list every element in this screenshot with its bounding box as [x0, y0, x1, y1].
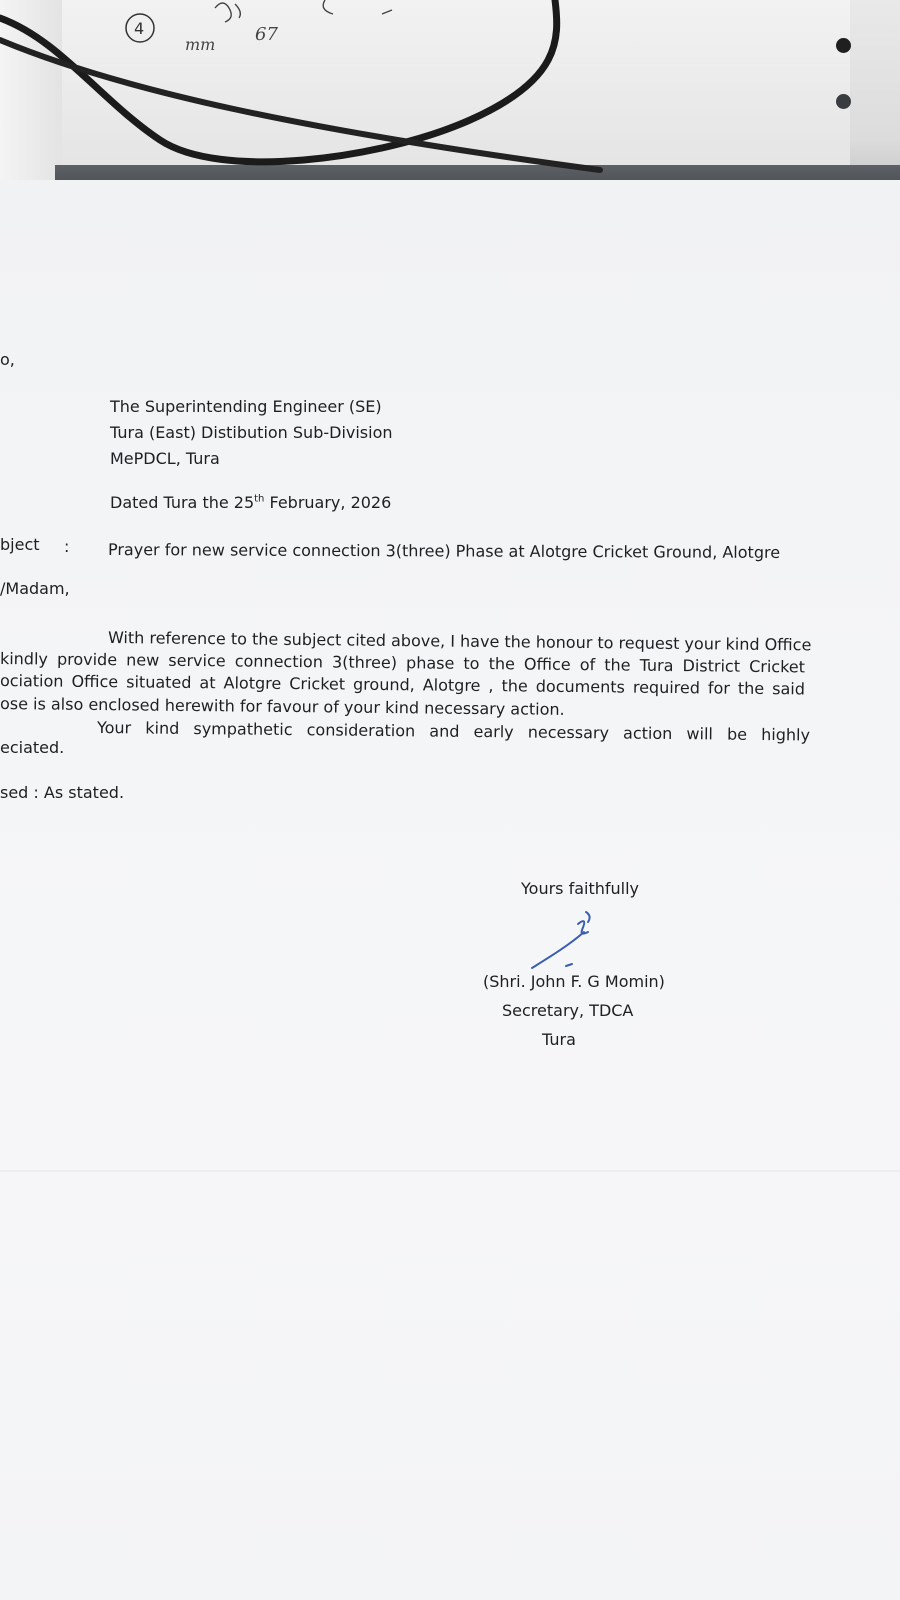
date-prefix: Dated Tura the 25	[110, 493, 255, 512]
subject-text: Prayer for new service connection 3(three) Phase at Alotgre Cricket Ground, Alotgre	[107, 540, 781, 562]
cable	[0, 0, 900, 200]
date-suffix-sup: th	[254, 493, 265, 505]
letter-sheet	[0, 180, 900, 1600]
scribble-67: 67	[255, 24, 278, 45]
date-month-year: February, 2026	[264, 493, 392, 512]
recipient-line-3: MePDCL, Tura	[110, 449, 220, 468]
signatory-title: Secretary, TDCA	[502, 1001, 634, 1020]
signatory-place: Tura	[542, 1030, 576, 1049]
greeting: /Madam,	[0, 579, 70, 598]
circled-number: 4	[134, 19, 145, 38]
body-line-1: With reference to the subject cited above, I have the honour to request your kind Office	[107, 628, 812, 655]
scribble-mm: mm	[185, 35, 216, 54]
to-label: o,	[0, 350, 15, 369]
subject-colon: :	[64, 537, 70, 556]
enclosure-note: sed : As stated.	[0, 783, 125, 802]
body-line-6: eciated.	[0, 738, 65, 757]
subject-label: bject	[0, 535, 40, 554]
paper-crease	[0, 1170, 900, 1172]
body-line-4: ose is also enclosed herewith for favour of your kind necessary action.	[0, 694, 565, 719]
body-line-2: kindly provide new service connection 3(three) phase to the Office of the Tura District Cricket	[0, 649, 806, 677]
body-line-3: ociation Office situated at Alotgre Cricket ground, Alotgre , the documents required for the said	[0, 671, 806, 699]
recipient-line-2: Tura (East) Distibution Sub-Division	[110, 423, 393, 442]
signatory-name: (Shri. John F. G Momin)	[483, 972, 665, 991]
letter-date	[110, 491, 391, 515]
body-line-5: Your kind sympathetic consideration and early necessary action will be highly	[96, 718, 811, 745]
recipient-line-1: The Superintending Engineer (SE)	[110, 397, 382, 416]
closing: Yours faithfully	[521, 879, 640, 898]
